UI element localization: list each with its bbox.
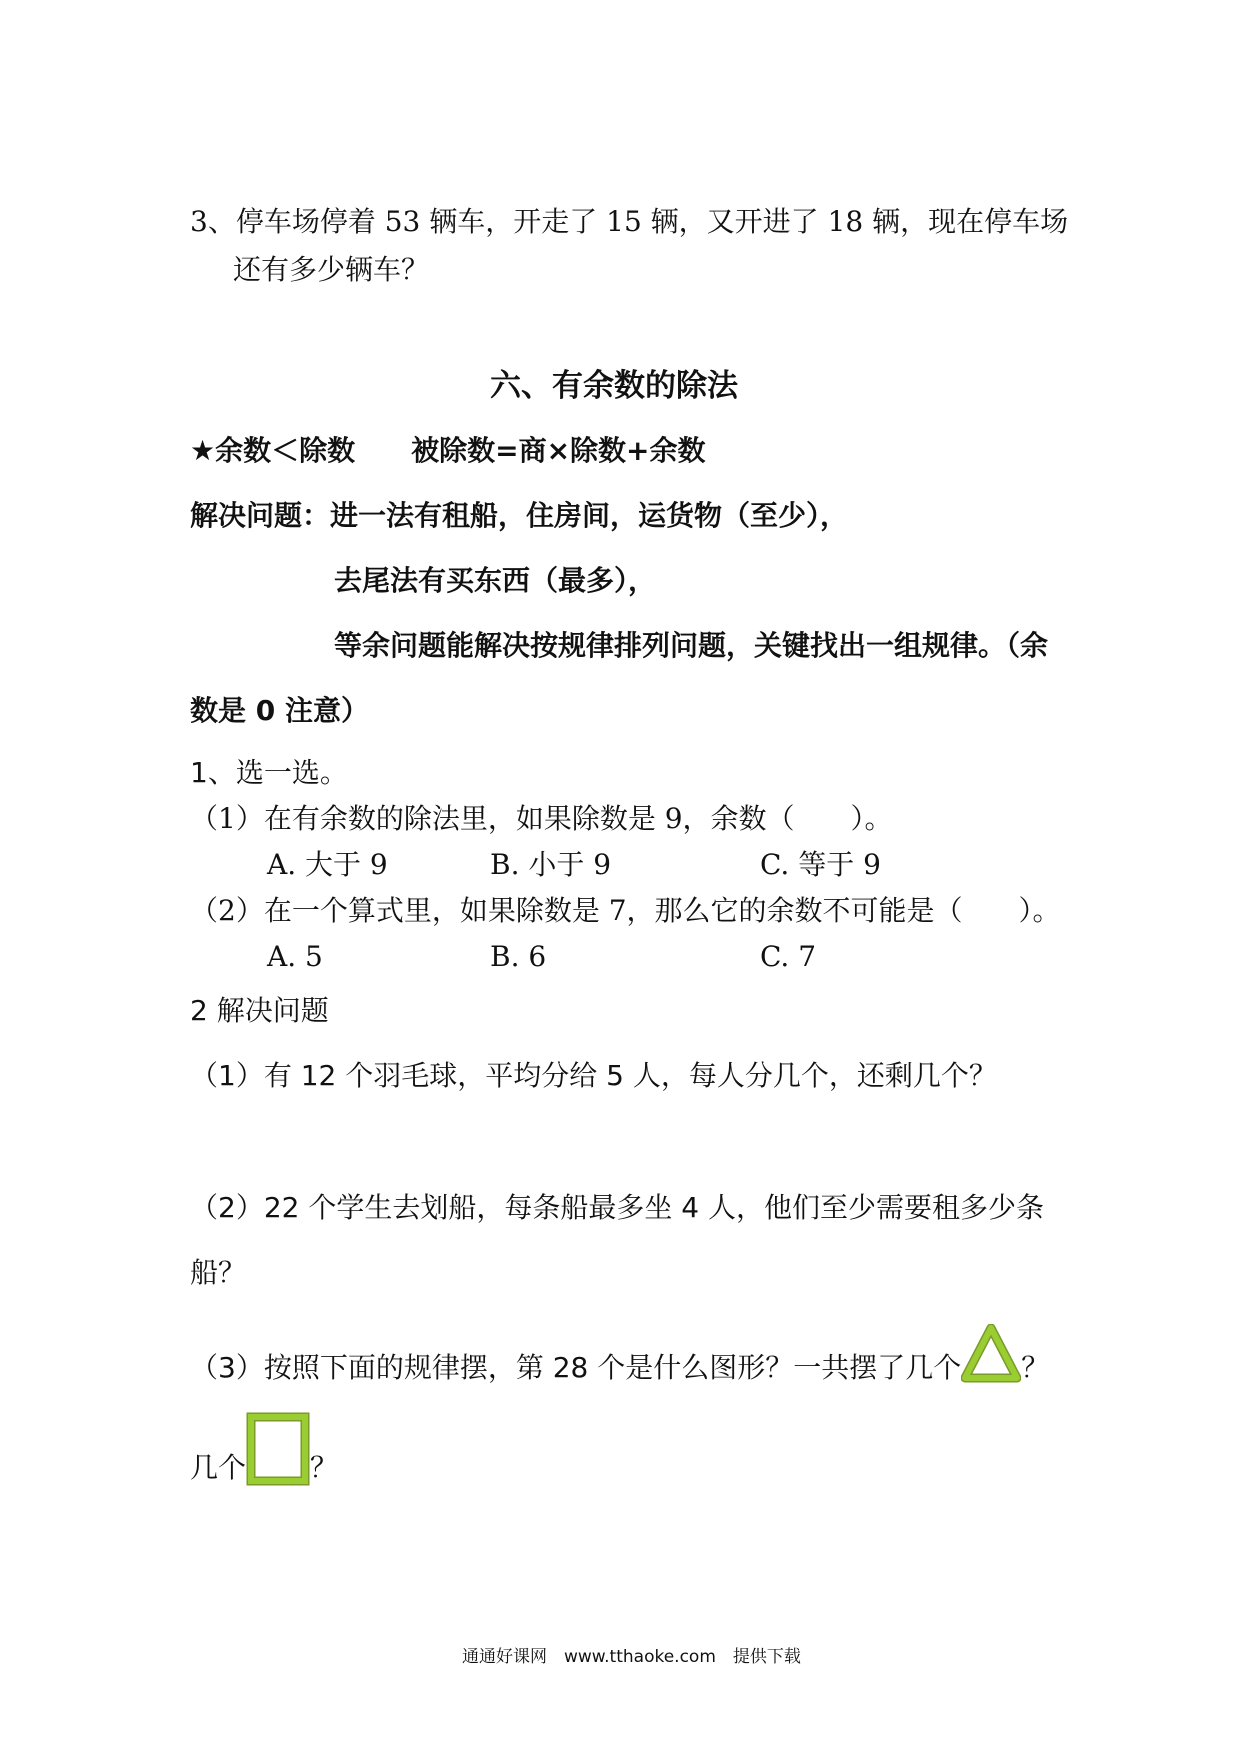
square-icon (246, 1412, 310, 1486)
problem-1: （1）有 12 个羽毛球，平均分给 5 人，每人分几个，还剩几个？ (190, 1059, 997, 1092)
solve-method-3: 等余问题能解决按规律排列问题，关键找出一组规律。（余 (334, 629, 1049, 662)
problem-2-line-1: （2）22 个学生去划船，每条船最多坐 4 人，他们至少需要租多少条 (190, 1191, 1044, 1224)
solve-method-2: 去尾法有买东西（最多）， (334, 564, 657, 597)
solve-label: 解决问题： (190, 499, 331, 532)
q2-option-c: C. 7 (760, 940, 817, 973)
choose-heading: 1、选一选。 (190, 756, 348, 789)
q1-option-b: B. 小于 9 (490, 848, 612, 881)
problems-heading: 2 解决问题 (190, 994, 329, 1027)
section-title: 六、有余数的除法 (490, 368, 738, 404)
problem-3-mark: ？ (1021, 1351, 1050, 1384)
triangle-icon (961, 1324, 1021, 1384)
problem-3-text: （3）按照下面的规律摆，第 28 个是什么图形？一共摆了几个 (190, 1351, 962, 1384)
problem-2-line-2: 船？ (190, 1256, 247, 1289)
problem-3-mark-2: ？ (310, 1451, 339, 1484)
question-3-line-2: 还有多少辆车？ (233, 253, 430, 286)
solve-method-1: 进一法有租船，住房间，运货物（至少）， (330, 499, 849, 532)
q1-option-c: C. 等于 9 (760, 848, 881, 881)
choose-question-2: （2）在一个算式里，如果除数是 7，那么它的余数不可能是（ ）。 (190, 894, 1061, 927)
solve-method-4: 数是 0 注意） (190, 694, 369, 727)
rule-text: ★余数＜除数 被除数=商×除数+余数 (190, 434, 706, 467)
problem-3-line-1 (190, 1350, 1049, 1386)
q1-option-a: A. 大于 9 (267, 848, 388, 881)
problem-3-text-2: 几个 (190, 1451, 247, 1484)
question-3-line-1: 3、停车场停着 53 辆车，开走了 15 辆，又开进了 18 辆，现在停车场 (190, 205, 1069, 238)
problem-3-line-2 (190, 1450, 338, 1486)
footer-credit: 通通好课网 www.tthaoke.com 提供下载 (462, 1647, 801, 1667)
q2-option-b: B. 6 (490, 940, 547, 973)
choose-question-1: （1）在有余数的除法里，如果除数是 9，余数（ ）。 (190, 802, 893, 835)
q2-option-a: A. 5 (267, 940, 323, 973)
